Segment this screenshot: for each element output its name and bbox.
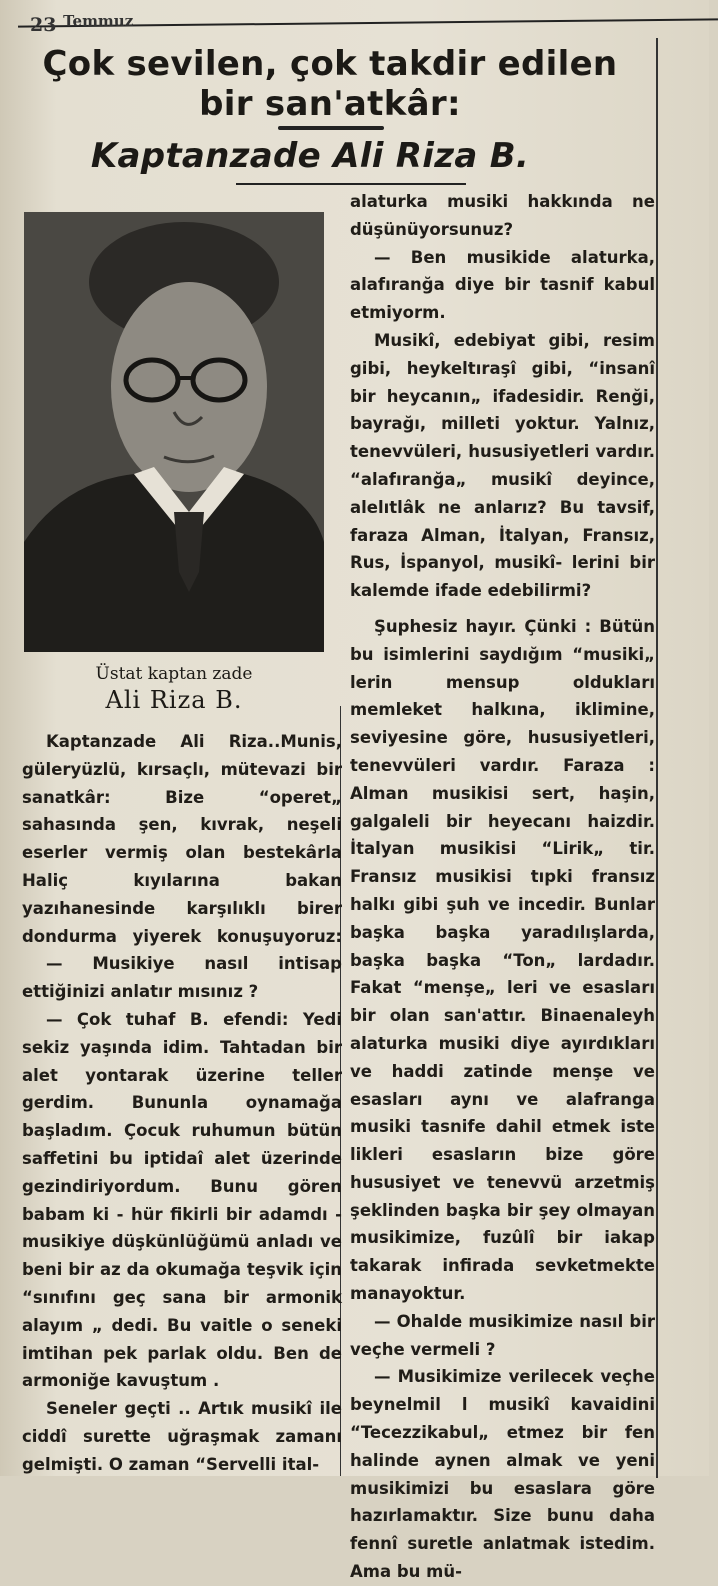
page-header xyxy=(30,14,133,36)
page-number: 23 xyxy=(30,14,57,36)
photo-caption-title: Üstat kaptan zade xyxy=(95,664,253,684)
question-paragraph: — Ohalde musikimize nasıl bir veçhe vermeli ? xyxy=(350,1311,655,1359)
question-continuation: alaturka musiki hakkında ne düşünüyorsunuz? xyxy=(350,192,655,239)
right-column xyxy=(350,188,655,1586)
header-date: Temmuz xyxy=(63,12,134,30)
intro-paragraph: Kaptanzade Ali Riza..Munis, güleryüzlü, kırsaçlı, mütevazi bir sanatkâr: Bize “operet„ sahasında şen, kıvrak, neşeli eserler vermiş olan bestekârla Haliç kıyılarına bakan yazıhanesinde karşılıklı birer dondurma yiyerek konuşuyoruz: xyxy=(22,732,342,946)
answer-paragraph: — Musikimize verilecek veçhe beynelmil l musikî kavaidini “Tecezzikabul„ etmez bir fen halinde aynen almak ve yeni musikimizi bu esaslara göre hazırlamaktır. Size bunu daha fennî suretle anlatmak istedim. Ama bu mü- xyxy=(350,1367,655,1582)
portrait-photo xyxy=(24,212,324,652)
body-paragraph: Şuphesiz hayır. Çünki : Bütün bu isimlerini saydığım “musiki„ lerin mensup oldukları memleket halkına, iklimine, seviyesine göre, hususiyetleri, tenevvüleri vardır. Faraza : Alman musikisi sert, haşin, galgaleli bir heyecanı haizdir. İtalyan musikisi “Lirik„ tir. Fransız musikisi tıpki fransız halkı gibi şuh ve incedir. Bunlar başka başka yaradılışlarda, başka başka “Ton„ lardadır. Fakat “menşe„ leri ve esasları bir olan san'attır. Binaenaleyh alaturka musiki diye ayırdıkları ve haddi zatinde menşe ve esasları aynı ve alafranga musiki tasnife dahil etmek iste likleri esasların bize göre hususiyet ve tenevvü arzetmiş şeklinden başka bir şey olmayan musikimize, fuzûlî bir iakap takarak infirada sevketmekte manayoktur. xyxy=(350,616,655,1304)
headline-name: Kaptanzade Ali Riza B. xyxy=(90,136,530,176)
portrait-illustration xyxy=(24,212,324,652)
headline-line-1: Çok sevilen, çok takdir edilen xyxy=(42,44,618,84)
headline-underline xyxy=(236,183,466,185)
left-column xyxy=(22,728,342,1479)
question-paragraph: — Musikiye nasıl intisap ettiğinizi anlatır mısınız ? xyxy=(22,954,342,1002)
headline-line-2: bir san'atkâr: xyxy=(199,84,461,124)
answer-paragraph: — Çok tuhaf B. efendi: Yedi sekiz yaşında idim. Tahtadan bir alet yontarak üzerine teller gerdim. Bununla oynamağa başladım. Çocuk ruhumun bütün saffetini bu iptidaî alet üzerinde gezindiriyordum. Bunu gören babam ki - hür fikirli bir adamdı - musikiye düşkünlüğümü anladı ve beni bir az da okumağa teşvik için “sınıfını geç sana bir armonik alayım „ dedi. Bu vaitle o seneki imtihan pek parlak oldu. Ben de armoniğe kavuştum . xyxy=(22,1009,342,1391)
photo-caption-name: Ali Riza B. xyxy=(105,686,243,714)
continued-paragraph: Seneler geçti .. Artık musikî ile ciddî surette uğraşmak zamanı gelmişti. O zaman “Servelli ital- xyxy=(22,1399,342,1474)
answer-paragraph: — Ben musikide alaturka, alafıranğa diye bir tasnif kabul etmiyorm. xyxy=(350,247,655,323)
headline-ornament xyxy=(278,126,384,130)
right-column-rule xyxy=(656,38,658,1478)
body-paragraph: Musikî, edebiyat gibi, resim gibi, heykeltıraşî gibi, “insanî bir heycanın„ ifadesidir. Renği, bayrağı, milleti yoktur. Yalnız, tenevvüleri, hususiyetleri vardır. “alafıranğa„ musikî deyince, alelıtlâk ne anlarız? Bu tavsif, faraza Alman, İtalyan, Fransız, Rus, İspanyol, musikî- lerini bir kalemde ifade edebilirmi? xyxy=(350,330,655,601)
